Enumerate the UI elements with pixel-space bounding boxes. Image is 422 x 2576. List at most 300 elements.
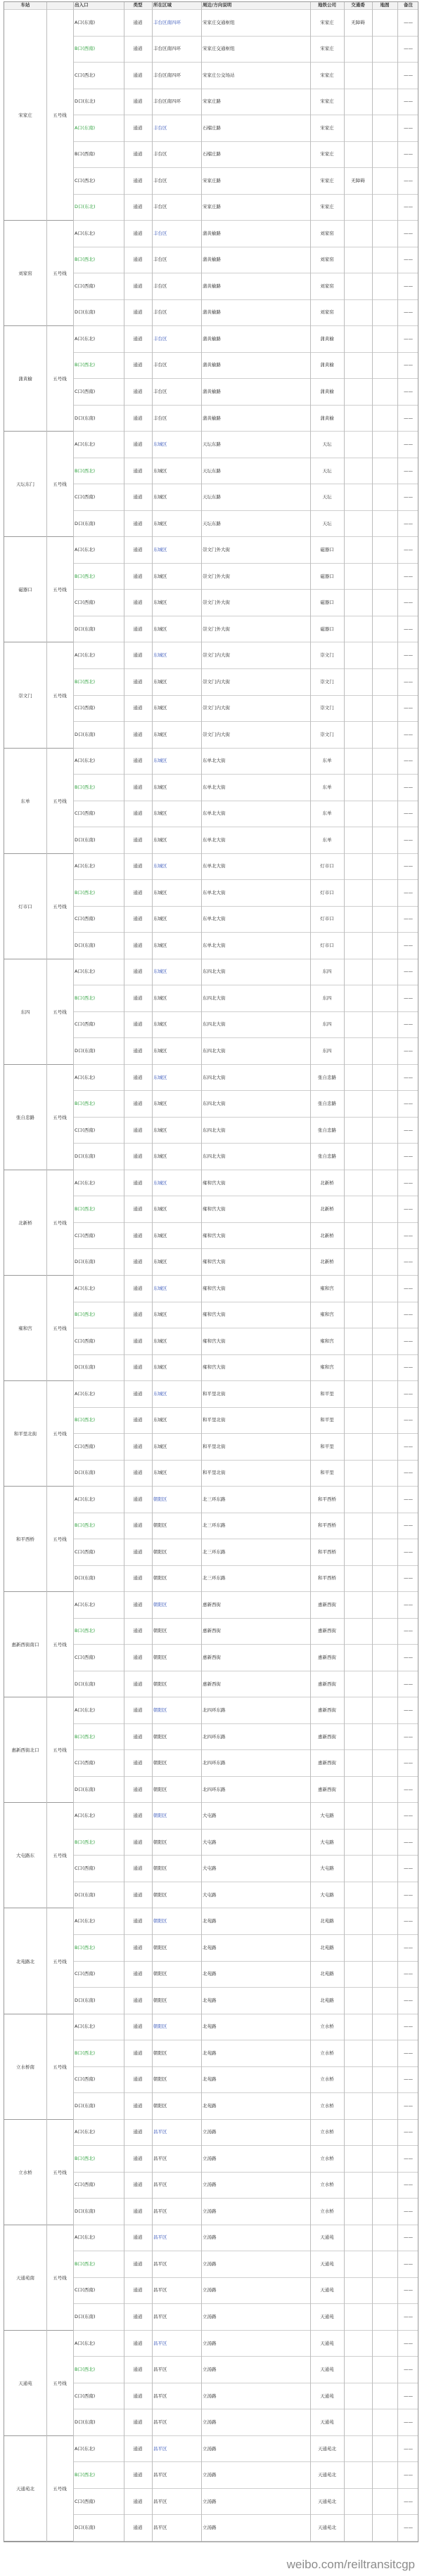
cell-p1: 惠新西街 — [318, 1601, 336, 1607]
cell-loc: D口(东南) — [75, 415, 96, 421]
cell-p4: —— — [404, 494, 413, 500]
station-group-label — [4, 1803, 73, 1908]
cell-area: 朝阳区 — [153, 1891, 167, 1898]
cell-p4: —— — [404, 1548, 413, 1555]
station-name: 崇文门 — [18, 692, 32, 699]
cell-p1: 崇文门 — [320, 731, 334, 737]
cell-desc: 崇文门内大街 — [203, 705, 230, 711]
cell-loc: C口(西南) — [75, 1338, 96, 1344]
cell-p1: 和平西桥 — [318, 1522, 336, 1529]
cell-typ: 通道 — [133, 1364, 143, 1371]
cell-area: 朝阳区 — [153, 2102, 167, 2109]
cell-p2 — [344, 300, 372, 326]
cell-area: 东城区 — [153, 1443, 167, 1449]
cell-area: 丰台区 — [153, 204, 167, 210]
cell-p4: —— — [404, 1021, 413, 1028]
station-line: 五号线 — [53, 1536, 67, 1543]
cell-p2 — [344, 142, 372, 168]
cell-p4: —— — [404, 1074, 413, 1080]
cell-p3 — [372, 1724, 397, 1750]
cell-loc: C口(西南) — [75, 1654, 96, 1660]
cell-typ: 通道 — [133, 626, 143, 632]
station-line: 五号线 — [53, 1958, 67, 1965]
cell-area: 东城区 — [153, 467, 167, 474]
cell-loc: D口(东南) — [75, 731, 96, 737]
cell-p1: 磁器口 — [320, 600, 334, 606]
cell-desc: 立汤路 — [203, 2208, 217, 2214]
cell-p3 — [372, 1434, 397, 1460]
cell-p4: —— — [404, 2155, 413, 2161]
cell-typ: 通道 — [133, 2234, 143, 2241]
cell-p2 — [344, 484, 372, 510]
cell-p3 — [372, 2225, 397, 2251]
cell-p3 — [372, 1487, 397, 1513]
cell-p4: —— — [404, 1364, 413, 1371]
cell-p2 — [344, 1038, 372, 1064]
cell-p2 — [344, 1513, 372, 1539]
cell-loc: D口(东南) — [75, 1575, 96, 1581]
station-line: 五号线 — [53, 903, 67, 910]
cell-area: 朝阳区 — [153, 1681, 167, 1687]
station-exit-table — [4, 1, 418, 2542]
cell-area: 朝阳区 — [153, 1839, 167, 1845]
cell-p2 — [344, 959, 372, 985]
cell-typ: 通道 — [133, 1971, 143, 1977]
cell-loc: B口(西北) — [75, 784, 96, 790]
cell-typ: 通道 — [133, 1390, 143, 1397]
cell-area: 昌平区 — [153, 2472, 167, 2478]
cell-p3 — [372, 1276, 397, 1302]
header-cell: 周边/方向说明 — [203, 2, 232, 8]
cell-p2 — [344, 37, 372, 63]
cell-loc: C口(西北) — [75, 177, 96, 183]
cell-area: 丰台区 — [153, 362, 167, 368]
cell-area: 丰台区 — [153, 257, 167, 263]
cell-typ: 通道 — [133, 2393, 143, 2399]
cell-desc: 崇文门内大街 — [203, 731, 230, 737]
cell-typ: 通道 — [133, 1470, 143, 1476]
cell-p3 — [372, 1223, 397, 1249]
station-group-label — [4, 1592, 73, 1697]
cell-p3 — [372, 907, 397, 933]
cell-p4: —— — [404, 1628, 413, 1634]
cell-area: 东城区 — [153, 1153, 167, 1160]
cell-loc: C口(西南) — [75, 1548, 96, 1555]
cell-typ: 通道 — [133, 2525, 143, 2531]
station-group-label — [4, 2120, 73, 2225]
cell-typ: 通道 — [133, 1997, 143, 2003]
cell-p2 — [344, 1276, 372, 1302]
cell-p3 — [372, 854, 397, 880]
cell-p1: 宋家庄 — [320, 72, 334, 78]
cell-p4: —— — [404, 1470, 413, 1476]
cell-desc: 东四北大街 — [203, 1021, 226, 1028]
station-name: 和平里北街 — [13, 1431, 37, 1437]
cell-p3 — [372, 1196, 397, 1222]
cell-typ: 通道 — [133, 863, 143, 869]
cell-p4: —— — [404, 1733, 413, 1740]
cell-area: 朝阳区 — [153, 1601, 167, 1607]
cell-p1: 灯市口 — [320, 916, 334, 922]
station-line: 五号线 — [53, 1326, 67, 1332]
cell-p2 — [344, 1091, 372, 1117]
cell-loc: B口(西北) — [75, 1944, 96, 1950]
cell-p2 — [344, 537, 372, 563]
cell-typ: 通道 — [133, 758, 143, 764]
cell-p1: 天通苑 — [320, 2287, 334, 2293]
cell-loc: A口(东北) — [75, 1390, 96, 1397]
cell-p2 — [344, 880, 372, 906]
cell-p4: —— — [404, 230, 413, 236]
cell-desc: 北苑路 — [203, 2102, 217, 2109]
cell-area: 东城区 — [153, 1417, 167, 1423]
cell-p2 — [344, 221, 372, 247]
cell-p4: —— — [404, 678, 413, 685]
cell-p2 — [344, 195, 372, 221]
cell-p1: 东四 — [322, 1048, 332, 1054]
cell-desc: 雍和宫大街 — [203, 1285, 226, 1291]
cell-desc: 崇文门外大街 — [203, 547, 230, 553]
cell-area: 昌平区 — [153, 2182, 167, 2188]
cell-p1: 宋家庄 — [320, 46, 334, 52]
cell-desc: 石榴庄路 — [203, 124, 221, 131]
cell-p2: 无障碍 — [351, 177, 365, 183]
column-divider — [46, 2, 47, 2542]
station-line: 五号线 — [53, 376, 67, 382]
cell-p2 — [344, 643, 372, 669]
cell-desc: 立汤路 — [203, 2445, 217, 2452]
cell-loc: B口(西北) — [75, 1206, 96, 1212]
cell-desc: 蒲黄榆路 — [203, 335, 221, 342]
cell-p1: 崇文门 — [320, 705, 334, 711]
cell-loc: B口(西北) — [75, 1733, 96, 1740]
cell-area: 丰台区 — [153, 335, 167, 342]
cell-loc: C口(西南) — [75, 705, 96, 711]
cell-p3 — [372, 2040, 397, 2066]
cell-area: 东城区 — [153, 600, 167, 606]
header-cell: 出入口 — [75, 2, 89, 8]
cell-desc: 大屯路 — [203, 1813, 217, 1819]
cell-p3 — [372, 168, 397, 194]
cell-loc: A口(东北) — [75, 230, 96, 236]
cell-p1: 崇文门 — [320, 652, 334, 659]
cell-p1: 宋家庄 — [320, 124, 334, 131]
cell-p2 — [344, 2173, 372, 2199]
cell-typ: 通道 — [133, 1839, 143, 1845]
cell-p4: —— — [404, 177, 413, 183]
station-line: 五号线 — [53, 1747, 67, 1754]
cell-area: 东城区 — [153, 1048, 167, 1054]
station-line: 五号线 — [53, 1009, 67, 1015]
station-line: 五号线 — [53, 2169, 67, 2175]
station-group-label — [4, 326, 73, 432]
cell-p3 — [372, 2093, 397, 2119]
cell-loc: D口(东南) — [75, 2314, 96, 2319]
cell-p2 — [344, 2331, 372, 2357]
cell-p1: 刘家窑 — [320, 283, 334, 289]
cell-typ: 通道 — [133, 995, 143, 1001]
cell-p2 — [344, 1461, 372, 1487]
cell-p2 — [344, 2383, 372, 2409]
station-line: 五号线 — [53, 481, 67, 488]
cell-p3 — [372, 2199, 397, 2225]
cell-desc: 北苑路 — [203, 2076, 217, 2083]
cell-p1: 和平里 — [320, 1417, 334, 1423]
cell-area: 丰台区 — [153, 151, 167, 157]
cell-typ: 通道 — [133, 2102, 143, 2109]
cell-p4: —— — [404, 2314, 413, 2319]
cell-area: 丰台区 — [153, 283, 167, 289]
cell-loc: B口(西北) — [75, 889, 96, 895]
cell-p4: —— — [404, 2129, 413, 2135]
cell-p2 — [344, 1223, 372, 1249]
header-cell: 所在区域 — [153, 2, 172, 8]
cell-p1: 北苑路 — [320, 1997, 334, 2003]
cell-p1: 东单 — [322, 758, 332, 764]
cell-p4: —— — [404, 2024, 413, 2030]
cell-p4: —— — [404, 969, 413, 975]
cell-p1: 天坛 — [322, 520, 332, 526]
header-cell: 交通委 — [351, 2, 365, 8]
cell-p1: 灯市口 — [320, 889, 334, 895]
cell-p1: 宋家庄 — [320, 98, 334, 105]
cell-typ: 通道 — [133, 2182, 143, 2188]
cell-p4: —— — [404, 942, 413, 948]
cell-p2 — [344, 2199, 372, 2225]
cell-p3 — [372, 1962, 397, 1988]
cell-p2 — [344, 2436, 372, 2462]
cell-area: 朝阳区 — [153, 1707, 167, 1714]
cell-p1: 大屯路 — [320, 1891, 334, 1898]
cell-p4: —— — [404, 441, 413, 448]
cell-area: 昌平区 — [153, 2340, 167, 2346]
cell-desc: 东四北大街 — [203, 1101, 226, 1107]
cell-desc: 天坛东路 — [203, 494, 221, 500]
cell-p2 — [344, 1566, 372, 1592]
cell-p2 — [344, 511, 372, 537]
cell-loc: A口(东北) — [75, 1813, 96, 1819]
cell-p1: 天通苑 — [320, 2314, 334, 2319]
cell-loc: A口(东南) — [75, 124, 96, 131]
cell-typ: 通道 — [133, 204, 143, 210]
cell-p3 — [372, 2409, 397, 2435]
cell-desc: 东四北大街 — [203, 995, 226, 1001]
cell-p4: —— — [404, 124, 413, 131]
cell-p3 — [372, 10, 397, 36]
station-name: 天坛东门 — [16, 481, 34, 488]
cell-p2 — [344, 1408, 372, 1434]
cell-p4: —— — [404, 257, 413, 263]
station-group-label — [4, 10, 73, 221]
cell-loc: D口(东北) — [75, 98, 96, 105]
cell-area: 昌平区 — [153, 2208, 167, 2214]
cell-typ: 通道 — [133, 942, 143, 948]
cell-desc: 大屯路 — [203, 1839, 217, 1845]
station-name: 北苑路北 — [16, 1958, 34, 1965]
cell-typ: 通道 — [133, 2472, 143, 2478]
cell-loc: C口(西南) — [75, 600, 96, 606]
cell-area: 东城区 — [153, 1285, 167, 1291]
cell-p2 — [344, 247, 372, 273]
cell-typ: 通道 — [133, 1021, 143, 1028]
cell-p2 — [344, 1118, 372, 1144]
cell-p3 — [372, 432, 397, 458]
cell-loc: A口(东北) — [75, 1285, 96, 1291]
station-group-label — [4, 1170, 73, 1276]
station-name: 天通苑 — [18, 2380, 32, 2386]
cell-desc: 立汤路 — [203, 2419, 217, 2426]
cell-p4: —— — [404, 1944, 413, 1950]
station-name: 立水桥南 — [16, 2064, 34, 2070]
cell-loc: C口(西南) — [75, 2076, 96, 2083]
cell-loc: B口(西北) — [75, 2367, 96, 2373]
cell-p2 — [344, 590, 372, 616]
station-group-label — [4, 1065, 73, 1170]
station-group-label — [4, 959, 73, 1065]
cell-p3 — [372, 1461, 397, 1487]
cell-typ: 通道 — [133, 1417, 143, 1423]
cell-p3 — [372, 1909, 397, 1935]
cell-desc: 惠新西街 — [203, 1628, 221, 1634]
cell-area: 昌平区 — [153, 2445, 167, 2452]
cell-p2 — [344, 458, 372, 484]
cell-loc: D口(东南) — [75, 1470, 96, 1476]
cell-area: 昌平区 — [153, 2419, 167, 2426]
cell-desc: 蒲黄榆路 — [203, 257, 221, 263]
column-divider — [152, 2, 153, 2542]
cell-area: 丰台区 — [153, 309, 167, 316]
station-line: 五号线 — [53, 2274, 67, 2281]
cell-p2 — [344, 1302, 372, 1328]
cell-area: 昌平区 — [153, 2498, 167, 2504]
cell-p3 — [372, 353, 397, 379]
cell-p1: 雍和宫 — [320, 1338, 334, 1344]
cell-loc: B口(西北) — [75, 1101, 96, 1107]
cell-loc: C口(西南) — [75, 1443, 96, 1449]
cell-p2 — [344, 1645, 372, 1671]
cell-p4: —— — [404, 1127, 413, 1133]
cell-loc: D口(东南) — [75, 1786, 96, 1792]
cell-p1: 大屯路 — [320, 1839, 334, 1845]
station-line: 五号线 — [53, 692, 67, 699]
cell-loc: A口(东北) — [75, 2024, 96, 2030]
cell-p1: 磁器口 — [320, 547, 334, 553]
cell-area: 昌平区 — [153, 2260, 167, 2267]
cell-desc: 立汤路 — [203, 2129, 217, 2135]
cell-p1: 北苑路 — [320, 1918, 334, 1924]
cell-loc: A口(东北) — [75, 1707, 96, 1714]
cell-typ: 通道 — [133, 1813, 143, 1819]
cell-desc: 宋家庄路 — [203, 204, 221, 210]
cell-p1: 和平里 — [320, 1470, 334, 1476]
cell-desc: 立汤路 — [203, 2525, 217, 2531]
cell-area: 东城区 — [153, 678, 167, 685]
cell-loc: B口(西南) — [75, 151, 96, 157]
cell-area: 东城区 — [153, 626, 167, 632]
cell-area: 朝阳区 — [153, 1575, 167, 1581]
cell-loc: B口(西北) — [75, 678, 96, 685]
cell-desc: 东四北大街 — [203, 1153, 226, 1160]
cell-p4: —— — [404, 1681, 413, 1687]
cell-p1: 和平里 — [320, 1390, 334, 1397]
cell-area: 朝阳区 — [153, 1971, 167, 1977]
station-line: 五号线 — [53, 2485, 67, 2492]
cell-loc: A口(东北) — [75, 441, 96, 448]
cell-desc: 蒲黄榆路 — [203, 283, 221, 289]
cell-area: 丰台区南四环 — [153, 19, 181, 25]
cell-typ: 通道 — [133, 2340, 143, 2346]
cell-typ: 通道 — [133, 2076, 143, 2083]
cell-loc: B口(西北) — [75, 2260, 96, 2267]
cell-p3 — [372, 1381, 397, 1407]
cell-loc: D口(东南) — [75, 2525, 96, 2531]
cell-p4: —— — [404, 2445, 413, 2452]
station-group-label — [4, 2014, 73, 2120]
station-line: 五号线 — [53, 587, 67, 593]
cell-p4: —— — [404, 1918, 413, 1924]
cell-desc: 天坛东路 — [203, 467, 221, 474]
cell-p3 — [372, 195, 397, 221]
cell-area: 东城区 — [153, 441, 167, 448]
cell-p4: —— — [404, 836, 413, 843]
cell-p3 — [372, 2014, 397, 2040]
column-divider — [73, 2, 74, 2542]
cell-p4: —— — [404, 810, 413, 817]
cell-p4: —— — [404, 2076, 413, 2083]
cell-loc: C口(西南) — [75, 2287, 96, 2293]
cell-area: 东城区 — [153, 1021, 167, 1028]
cell-p1: 惠新西街 — [318, 1654, 336, 1660]
cell-p1: 天通苑北 — [318, 2525, 336, 2531]
cell-p1: 惠新西街 — [318, 1760, 336, 1766]
cell-p1: 立水桥 — [320, 2182, 334, 2188]
cell-area: 东城区 — [153, 1364, 167, 1371]
cell-area: 朝阳区 — [153, 1997, 167, 2003]
cell-p1: 天通苑 — [320, 2367, 334, 2373]
station-group-label — [4, 2436, 73, 2542]
cell-p4: —— — [404, 1997, 413, 2003]
cell-p1: 刘家窑 — [320, 230, 334, 236]
cell-typ: 通道 — [133, 652, 143, 659]
cell-desc: 惠新西街 — [203, 1654, 221, 1660]
cell-p3 — [372, 880, 397, 906]
cell-desc: 崇文门外大街 — [203, 626, 230, 632]
cell-p1: 和平西桥 — [318, 1548, 336, 1555]
cell-p4: —— — [404, 335, 413, 342]
cell-p3 — [372, 1118, 397, 1144]
cell-p4: —— — [404, 863, 413, 869]
cell-p4: —— — [404, 2182, 413, 2188]
cell-typ: 通道 — [133, 1127, 143, 1133]
column-divider — [310, 2, 311, 2542]
cell-p4: —— — [404, 1496, 413, 1502]
cell-typ: 通道 — [133, 731, 143, 737]
cell-typ: 通道 — [133, 230, 143, 236]
cell-desc: 天坛东路 — [203, 520, 221, 526]
station-group-label — [4, 1276, 73, 1381]
cell-p2 — [344, 2251, 372, 2277]
station-name: 天通苑南 — [16, 2274, 34, 2281]
cell-desc: 东单北大街 — [203, 810, 226, 817]
cell-typ: 通道 — [133, 2155, 143, 2161]
cell-p4: —— — [404, 784, 413, 790]
cell-desc: 北苑路 — [203, 2024, 217, 2030]
cell-area: 东城区 — [153, 652, 167, 659]
cell-p1: 东四 — [322, 969, 332, 975]
cell-area: 朝阳区 — [153, 1944, 167, 1950]
cell-loc: A口(东北) — [75, 1918, 96, 1924]
cell-desc: 东单北大街 — [203, 942, 226, 948]
